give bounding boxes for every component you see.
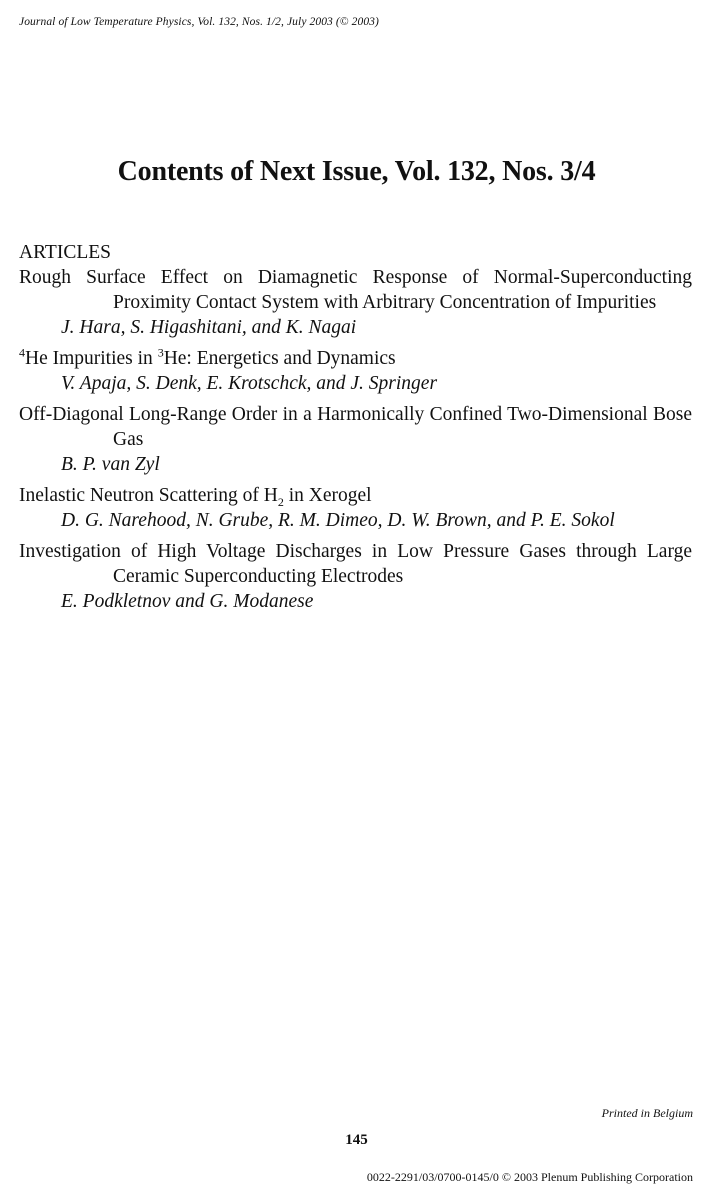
title-text: Inelastic Neutron Scattering of H xyxy=(19,485,278,506)
article-authors: B. P. van Zyl xyxy=(61,454,160,475)
article-title[interactable]: Off-Diagonal Long-Range Order in a Harmonically Confined Two-Dimensional Bose Gas xyxy=(19,404,692,450)
title-text: He Impurities in xyxy=(25,348,158,369)
table-of-contents xyxy=(19,240,692,620)
subscript-number: 2 xyxy=(277,494,284,509)
page-title: Contents of Next Issue, Vol. 132, Nos. 3/4 xyxy=(117,156,596,187)
article-entry xyxy=(19,265,692,340)
superscript-mass-number: 3 xyxy=(157,345,164,360)
article-entry xyxy=(19,539,692,614)
article-title[interactable]: Investigation of High Voltage Discharges in Low Pressure Gases through Large Ceramic Superconducting Electrodes xyxy=(19,541,692,587)
article-entry xyxy=(19,346,692,396)
page-number: 145 xyxy=(345,1132,368,1148)
article-authors: E. Podkletnov and G. Modanese xyxy=(61,591,314,612)
article-entry xyxy=(19,483,692,533)
printed-note: Printed in Belgium xyxy=(601,1106,693,1120)
copyright-line: 0022-2291/03/0700-0145/0 © 2003 Plenum Publishing Corporation xyxy=(366,1170,693,1184)
section-heading: ARTICLES xyxy=(19,242,111,263)
article-title[interactable] xyxy=(19,346,692,371)
article-authors: V. Apaja, S. Denk, E. Krotschck, and J. Springer xyxy=(61,373,438,394)
article-authors: D. G. Narehood, N. Grube, R. M. Dimeo, D. W. Brown, and P. E. Sokol xyxy=(61,510,615,531)
superscript-mass-number: 4 xyxy=(19,345,25,360)
article-title[interactable] xyxy=(19,483,692,508)
running-head: Journal of Low Temperature Physics, Vol. 132, Nos. 1/2, July 2003 (© 2003) xyxy=(19,16,379,28)
title-text: He: Energetics and Dynamics xyxy=(163,348,396,369)
article-authors: J. Hara, S. Higashitani, and K. Nagai xyxy=(61,317,357,338)
article-title[interactable]: Rough Surface Effect on Diamagnetic Response of Normal-Superconducting Proximity Contact System with Arbitrary Concentration of Impurities xyxy=(19,267,692,313)
article-entry xyxy=(19,402,692,477)
title-text: in Xerogel xyxy=(283,485,372,506)
